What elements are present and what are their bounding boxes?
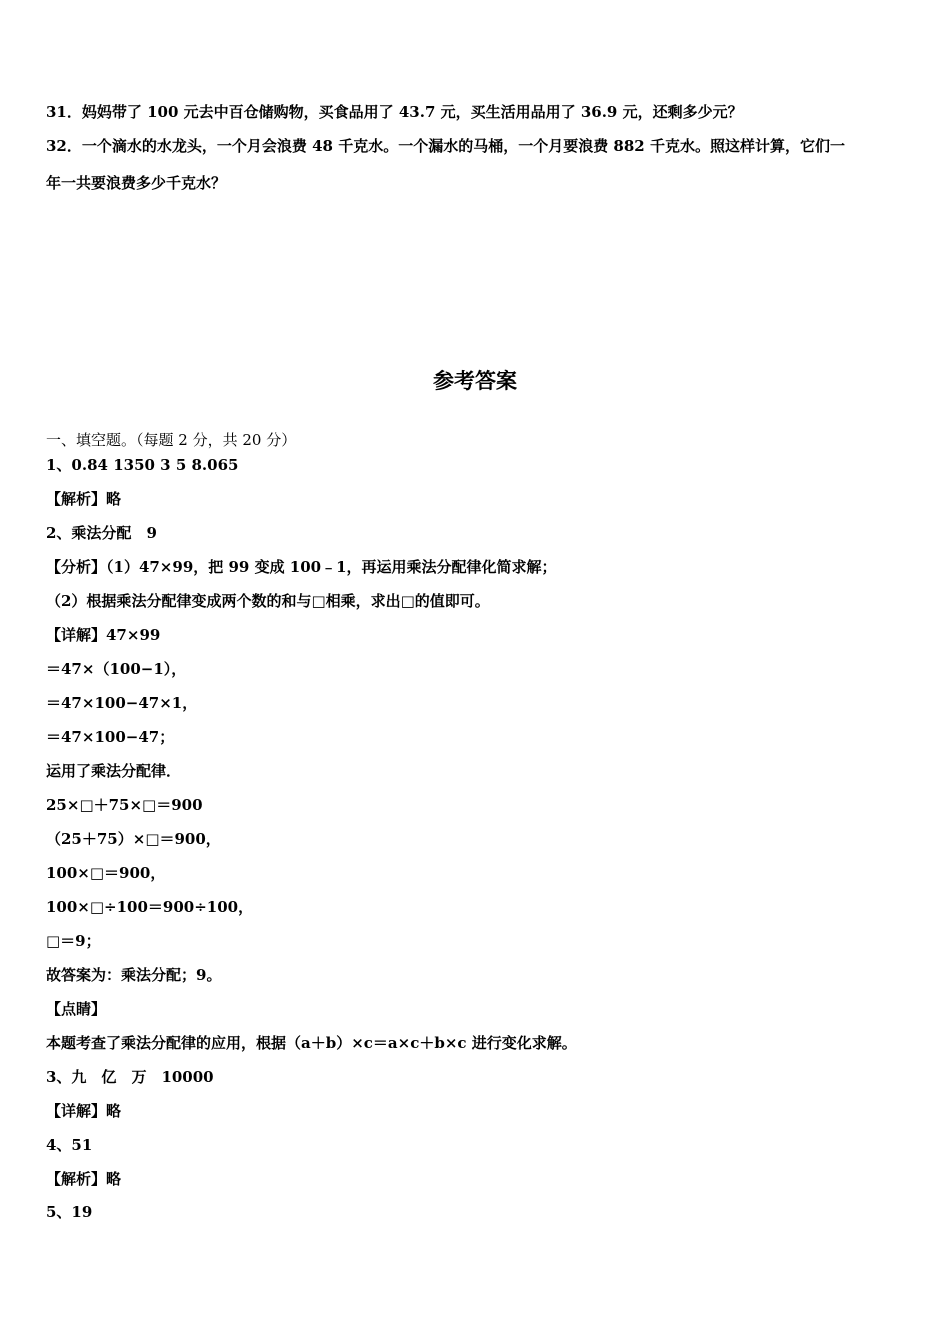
answer-1-analysis: 【解析】略 [46, 490, 122, 508]
question-31: 31．妈妈带了 100 元去中百仓储购物，买食品用了 43.7 元，买生活用品用了 36.9 元，还剩多少元？ [46, 103, 743, 121]
answer-2-detail-1: 【详解】47×99 [46, 626, 161, 644]
answer-2-comment: 本题考查了乘法分配律的应用，根据（a＋b）×c＝a×c＋b×c 进行变化求解。 [46, 1034, 577, 1052]
answers-title: 参考答案 [433, 369, 517, 393]
answer-5: 5、19 [46, 1203, 93, 1221]
answer-2-detail-10: □＝9； [46, 932, 101, 950]
answer-2-comment-label: 【点睛】 [46, 1000, 107, 1018]
answer-2-detail-8: 100×□＝900， [46, 864, 166, 882]
answer-2-detail-9: 100×□÷100＝900÷100， [46, 898, 254, 916]
answer-2-detail-3: ＝47×100−47×1， [46, 694, 198, 712]
answer-3-detail: 【详解】略 [46, 1102, 122, 1120]
answer-2-detail-6: 25×□＋75×□＝900 [46, 796, 203, 814]
answer-2-analysis-1: 【分析】（1）47×99，把 99 变成 100﹣1，再运用乘法分配律化简求解； [46, 558, 557, 576]
answer-2-analysis-2: （2）根据乘法分配律变成两个数的和与□相乘，求出□的值即可。 [46, 592, 490, 610]
answer-2: 2、乘法分配 9 [46, 524, 157, 542]
question-32-line-1: 32．一个滴水的水龙头，一个月会浪费 48 千克水。一个漏水的马桶，一个月要浪费 882 千克水。照这样计算，它们一 [46, 137, 845, 155]
answer-2-detail-4: ＝47×100−47； [46, 728, 175, 746]
section-heading: 一、填空题。（每题 2 分，共 20 分） [46, 431, 297, 449]
answer-4: 4、51 [46, 1136, 93, 1154]
answer-2-detail-7: （25＋75）×□＝900， [46, 830, 221, 848]
answer-1: 1、0.84 1350 3 5 8.065 [46, 456, 239, 474]
question-32-line-2: 年一共要浪费多少千克水？ [46, 174, 227, 192]
answer-2-conclusion: 故答案为：乘法分配；9。 [46, 966, 222, 984]
answer-3: 3、九 亿 万 10000 [46, 1068, 214, 1086]
answer-2-detail-5: 运用了乘法分配律． [46, 762, 182, 780]
answer-4-analysis: 【解析】略 [46, 1170, 122, 1188]
answer-2-detail-2: ＝47×（100−1）， [46, 660, 187, 678]
